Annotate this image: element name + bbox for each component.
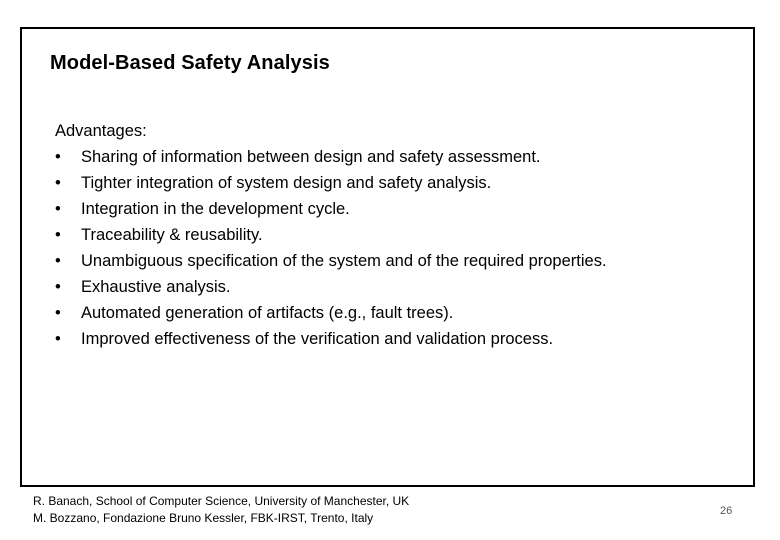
list-item-text: Improved effectiveness of the verification and validation process. [81, 330, 554, 348]
list-item [55, 274, 735, 300]
list-item [55, 248, 735, 274]
list-item-text: Sharing of information between design and safety assessment. [81, 148, 541, 166]
footer-author-1: R. Banach, School of Computer Science, University of Manchester, UK [33, 494, 410, 508]
list-item-text: Traceability & reusability. [81, 226, 263, 244]
bullet-icon: • [55, 200, 61, 218]
bullet-icon: • [55, 174, 61, 192]
list-item-text: Tighter integration of system design and safety analysis. [81, 174, 492, 192]
list-item [55, 144, 735, 170]
list-item [55, 222, 735, 248]
list-item [55, 196, 735, 222]
list-item [55, 170, 735, 196]
advantages-list [55, 144, 735, 352]
list-item-text: Unambiguous specification of the system and of the required properties. [81, 252, 607, 270]
advantages-heading: Advantages: [55, 122, 147, 140]
bullet-icon: • [55, 252, 61, 270]
list-item-text: Exhaustive analysis. [81, 278, 231, 296]
bullet-icon: • [55, 148, 61, 166]
list-item-text: Integration in the development cycle. [81, 200, 350, 218]
list-item [55, 326, 735, 352]
bullet-icon: • [55, 330, 61, 348]
list-item-text: Automated generation of artifacts (e.g., fault trees). [81, 304, 454, 322]
slide-footer [33, 493, 409, 527]
footer-author-2: M. Bozzano, Fondazione Bruno Kessler, FBK-IRST, Trento, Italy [33, 511, 374, 525]
slide-content [55, 118, 735, 352]
bullet-icon: • [55, 278, 61, 296]
bullet-icon: • [55, 304, 61, 322]
page-number: 26 [720, 505, 733, 517]
list-item [55, 300, 735, 326]
slide-title: Model-Based Safety Analysis [50, 52, 330, 74]
bullet-icon: • [55, 226, 61, 244]
